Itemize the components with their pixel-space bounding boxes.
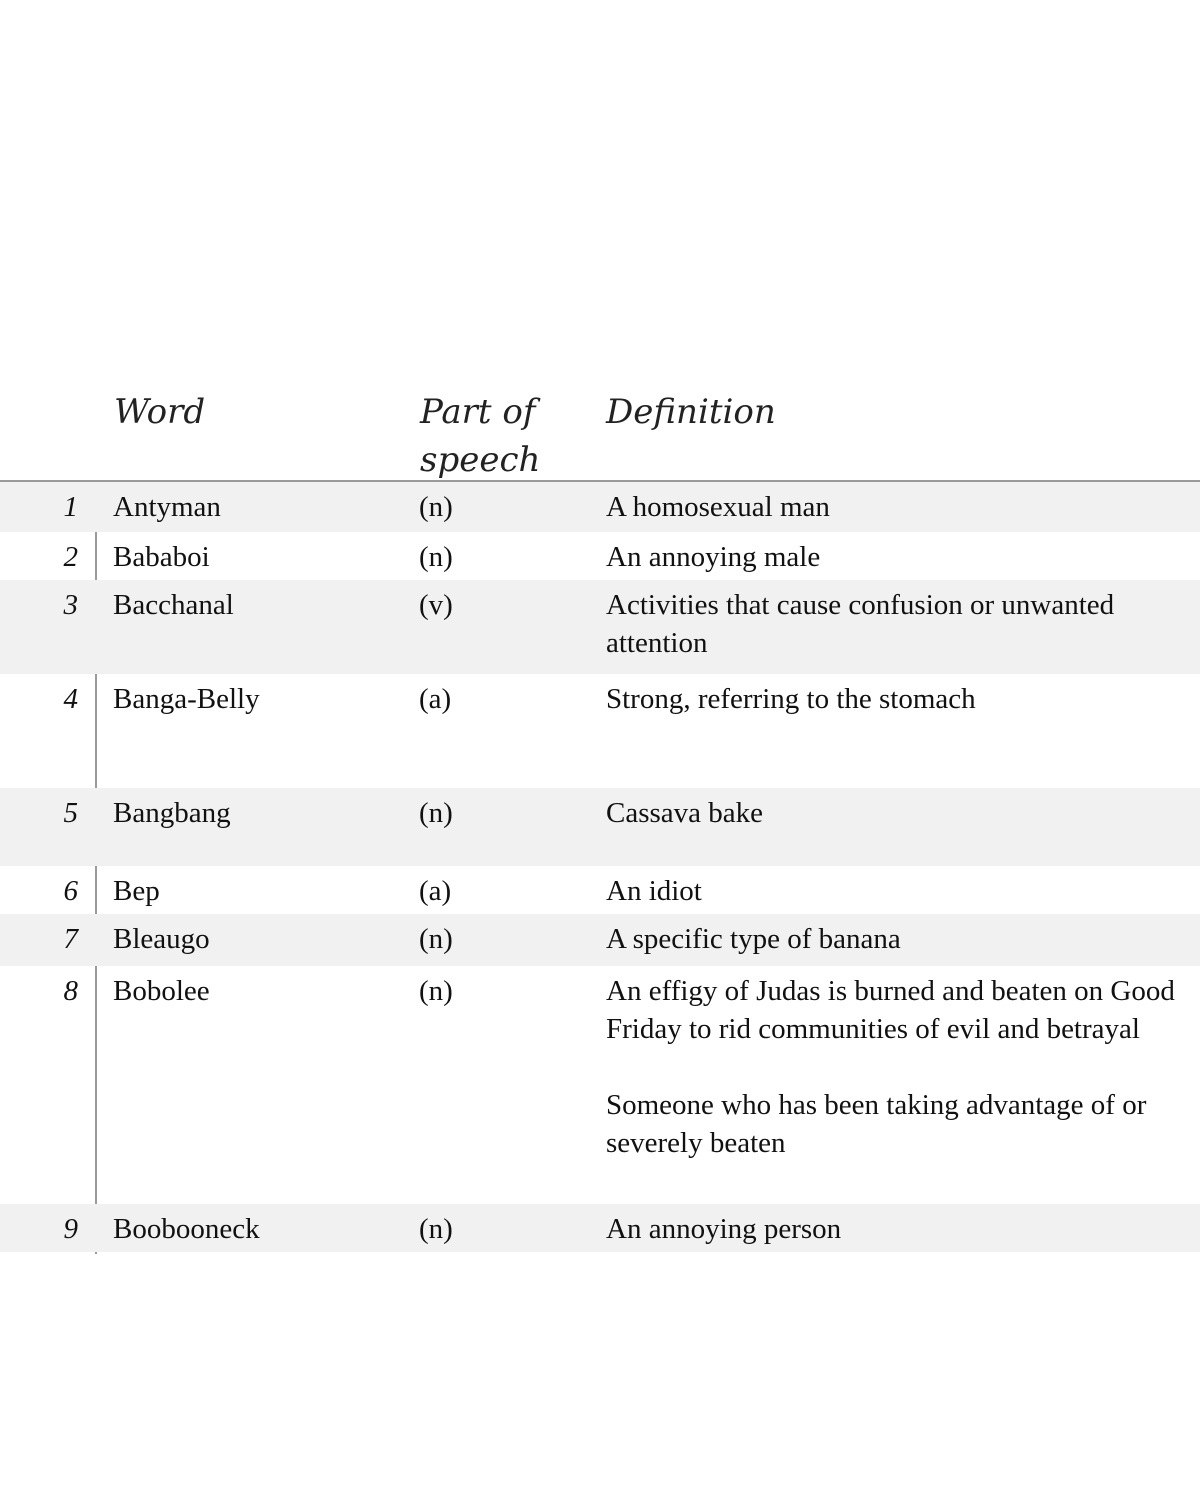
definition-cell: A specific type of banana	[606, 923, 901, 955]
part-of-speech-cell: (n)	[419, 797, 453, 829]
word-cell: Bleaugo	[113, 923, 210, 955]
definition-cell: A homosexual man	[606, 491, 830, 523]
table-row	[0, 1204, 1200, 1252]
part-of-speech-cell: (n)	[419, 491, 453, 523]
definition-cell: Activities that cause confusion or unwanted attention	[606, 589, 1115, 659]
header-part-of-speech: Part of speech	[420, 392, 541, 480]
row-number: 9	[63, 1213, 78, 1245]
part-of-speech-cell: (n)	[419, 541, 453, 573]
definition-cell: An idiot	[606, 875, 702, 907]
word-cell: Bababoi	[113, 541, 210, 573]
part-of-speech-cell: (a)	[419, 683, 452, 715]
row-number: 4	[63, 683, 78, 715]
row-number: 1	[63, 491, 78, 523]
word-cell: Boobooneck	[113, 1213, 260, 1245]
definition-cell: An annoying male	[606, 541, 821, 573]
table-header	[0, 388, 1200, 482]
table-row	[0, 914, 1200, 966]
table-row	[0, 580, 1200, 674]
header-word: Word	[114, 392, 206, 432]
definition-cell: An annoying person	[606, 1213, 842, 1245]
table-row	[0, 532, 1200, 580]
part-of-speech-cell: (n)	[419, 923, 453, 955]
part-of-speech-cell: (n)	[419, 1213, 453, 1245]
table-row	[0, 866, 1200, 914]
definition-cell: An effigy of Judas is burned and beaten on Good Friday to rid communities of evil and betrayal Someone who has been taking advantage of or severely beaten	[606, 975, 1175, 1159]
row-number: 5	[63, 797, 78, 829]
row-number: 8	[63, 975, 78, 1007]
glossary-table	[0, 388, 1200, 1252]
definition-cell: Strong, referring to the stomach	[606, 683, 976, 715]
table-row	[0, 674, 1200, 788]
row-number: 2	[63, 541, 78, 573]
word-cell: Bep	[113, 875, 160, 907]
word-cell: Bacchanal	[113, 589, 234, 621]
row-number: 3	[63, 589, 78, 621]
part-of-speech-cell: (v)	[419, 589, 453, 621]
word-cell: Bangbang	[113, 797, 231, 829]
table-row	[0, 966, 1200, 1204]
word-cell: Antyman	[113, 491, 221, 523]
table-row	[0, 482, 1200, 532]
header-definition: Definition	[606, 392, 776, 432]
row-number: 6	[63, 875, 78, 907]
part-of-speech-cell: (n)	[419, 975, 453, 1007]
word-cell: Bobolee	[113, 975, 210, 1007]
part-of-speech-cell: (a)	[419, 875, 452, 907]
row-number: 7	[63, 923, 78, 955]
word-cell: Banga-Belly	[113, 683, 260, 715]
table-row	[0, 788, 1200, 866]
definition-cell: Cassava bake	[606, 797, 764, 829]
